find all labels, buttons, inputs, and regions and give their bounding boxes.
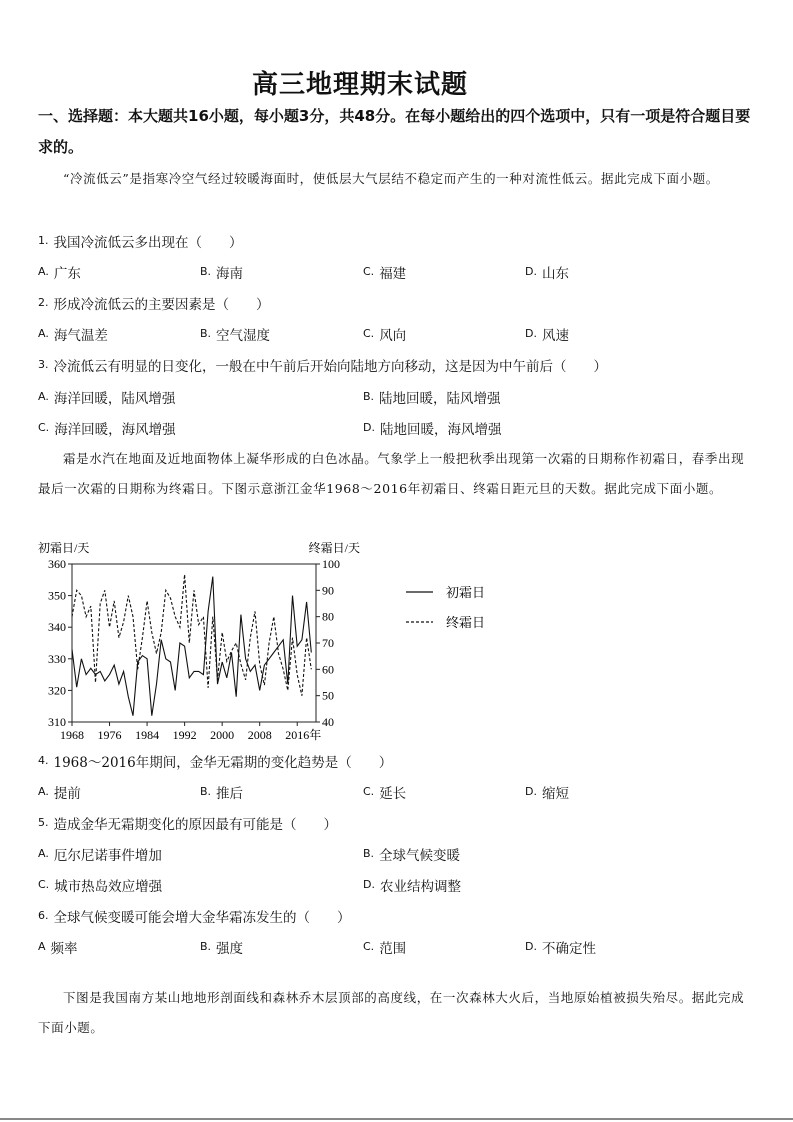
- y-right-tick-label: 70: [322, 636, 334, 650]
- x-tick-label: 1992: [172, 728, 197, 742]
- option-3d[interactable]: $^{D.}$ 陆地回暖，海风增强: [363, 421, 502, 438]
- x-axis-label: 年: [309, 728, 322, 742]
- option-6a[interactable]: $^A$ 频率: [38, 940, 78, 957]
- question-number: 6.: [38, 909, 49, 922]
- passage-cold-cloud: “冷流低云”是指寒冷空气经过较暖海面时，使低层大气层结不稳定而产生的一种对流性低云。据此完成下面小题。: [63, 171, 719, 186]
- option-4d[interactable]: $^{D.}$ 缩短: [525, 785, 569, 802]
- option-1d[interactable]: $^{D.}$ 山东: [525, 265, 569, 282]
- option-3b[interactable]: $^{B.}$ 陆地回暖，陆风增强: [363, 390, 501, 407]
- question-text: 冷流低云有明显的日变化，一般在中午前后开始向陆地方向移动，这是因为中午前后（ ）: [53, 359, 607, 375]
- question-text: 全球气候变暖可能会增大金华霜冻发生的（ ）: [53, 910, 351, 926]
- page-title: 高三地理期末试题: [251, 70, 468, 100]
- series-first-frost-line: [72, 577, 311, 716]
- option-4b[interactable]: $^{B.}$ 推后: [200, 785, 244, 802]
- option-1c[interactable]: $^{C.}$ 福建: [363, 265, 407, 282]
- y-right-tick-label: 100: [322, 557, 340, 571]
- question-2: [38, 293, 270, 313]
- option-6d[interactable]: $^{D.}$ 不确定性: [525, 940, 596, 957]
- option-3c[interactable]: $^{C.}$ 海洋回暖，海风增强: [38, 421, 176, 438]
- question-text: 形成冷流低云的主要因素是（ ）: [53, 297, 270, 313]
- option-6c[interactable]: $^{C.}$ 范围: [363, 940, 407, 957]
- legend-label: 终霜日: [446, 615, 486, 630]
- y-right-tick-label: 80: [322, 609, 334, 624]
- x-tick-label: 2016: [285, 728, 310, 742]
- question-number: 5.: [38, 816, 49, 829]
- question-text: 我国冷流低云多出现在（ ）: [53, 235, 243, 251]
- passage-mountain: 下图是我国南方某山地地形剖面线和森林乔木层顶部的高度线，在一次森林大火后，当地原始植被损失殆尽。据此完成下面小题。: [38, 990, 745, 1035]
- question-number: 3.: [38, 358, 49, 371]
- option-2b[interactable]: $^{B.}$ 空气湿度: [200, 327, 271, 344]
- x-tick-label: 1984: [135, 728, 160, 742]
- question-5: [38, 813, 337, 833]
- option-2c[interactable]: $^{C.}$ 风向: [363, 327, 407, 344]
- y-left-tick-label: 310: [48, 715, 66, 729]
- y-left-axis-label: 初霜日/天: [38, 541, 90, 555]
- x-tick-label: 2000: [210, 728, 235, 742]
- frost-day-chart: [36, 536, 506, 750]
- y-right-tick-label: 50: [322, 688, 334, 703]
- option-4c[interactable]: $^{C.}$ 延长: [363, 785, 407, 802]
- y-right-tick-label: 40: [322, 715, 334, 729]
- option-6b[interactable]: $^{B.}$ 强度: [200, 940, 244, 957]
- y-left-tick-label: 360: [48, 557, 66, 571]
- x-tick-label: 1968: [60, 728, 84, 742]
- option-2d[interactable]: $^{D.}$ 风速: [525, 327, 569, 344]
- passage-frost: 霜是水汽在地面及近地面物体上凝华形成的白色冰晶。气象学上一般把秋季出现第一次霜的日期称作初霜日，春季出现最后一次霜的日期称为终霜日。下图示意浙江金华1968～2016年初霜日、终霜日距元旦的天数。据此完成下面小题。: [38, 451, 745, 496]
- question-3: [38, 355, 607, 375]
- y-right-tick-label: 90: [322, 583, 334, 598]
- y-left-tick-label: 320: [48, 683, 66, 698]
- page-bottom-rule: [0, 1118, 793, 1120]
- option-2a[interactable]: $^{A.}$ 海气温差: [38, 327, 108, 344]
- question-6: [38, 906, 351, 926]
- option-5a[interactable]: $^{A.}$ 厄尔尼诺事件增加: [38, 847, 162, 864]
- question-4: [38, 751, 392, 771]
- y-left-tick-label: 340: [48, 620, 66, 635]
- question-1: [38, 231, 243, 251]
- y-right-axis-label: 终霜日/天: [308, 541, 360, 555]
- option-5b[interactable]: $^{B.}$ 全球气候变暖: [363, 847, 461, 864]
- option-3a[interactable]: $^{A.}$ 海洋回暖，陆风增强: [38, 390, 176, 407]
- option-4a[interactable]: $^{A.}$ 提前: [38, 785, 81, 802]
- section-heading: 一、选择题：本大题共16小题，每小题3分，共48分。在每小题给出的四个选项中，只有一项是符合题目要求的。: [38, 107, 751, 156]
- question-text: 造成金华无霜期变化的原因最有可能是（ ）: [53, 817, 337, 833]
- x-tick-label: 1976: [97, 728, 122, 742]
- y-right-tick-label: 60: [322, 662, 334, 677]
- option-5d[interactable]: $^{D.}$ 农业结构调整: [363, 878, 461, 895]
- legend-label: 初霜日: [446, 585, 486, 600]
- question-number: 4.: [38, 754, 49, 767]
- y-left-tick-label: 330: [48, 651, 66, 666]
- question-number: 2.: [38, 296, 49, 309]
- question-number: 1.: [38, 234, 49, 247]
- option-1a[interactable]: $^{A.}$ 广东: [38, 265, 81, 282]
- y-left-tick-label: 350: [48, 588, 66, 603]
- option-1b[interactable]: $^{B.}$ 海南: [200, 265, 244, 282]
- frost-chart-svg: [36, 536, 506, 746]
- option-5c[interactable]: $^{C.}$ 城市热岛效应增强: [38, 878, 163, 895]
- plot-frame: [72, 564, 316, 722]
- x-tick-label: 2008: [247, 728, 272, 742]
- question-text: 1968～2016年期间，金华无霜期的变化趋势是（ ）: [53, 755, 393, 771]
